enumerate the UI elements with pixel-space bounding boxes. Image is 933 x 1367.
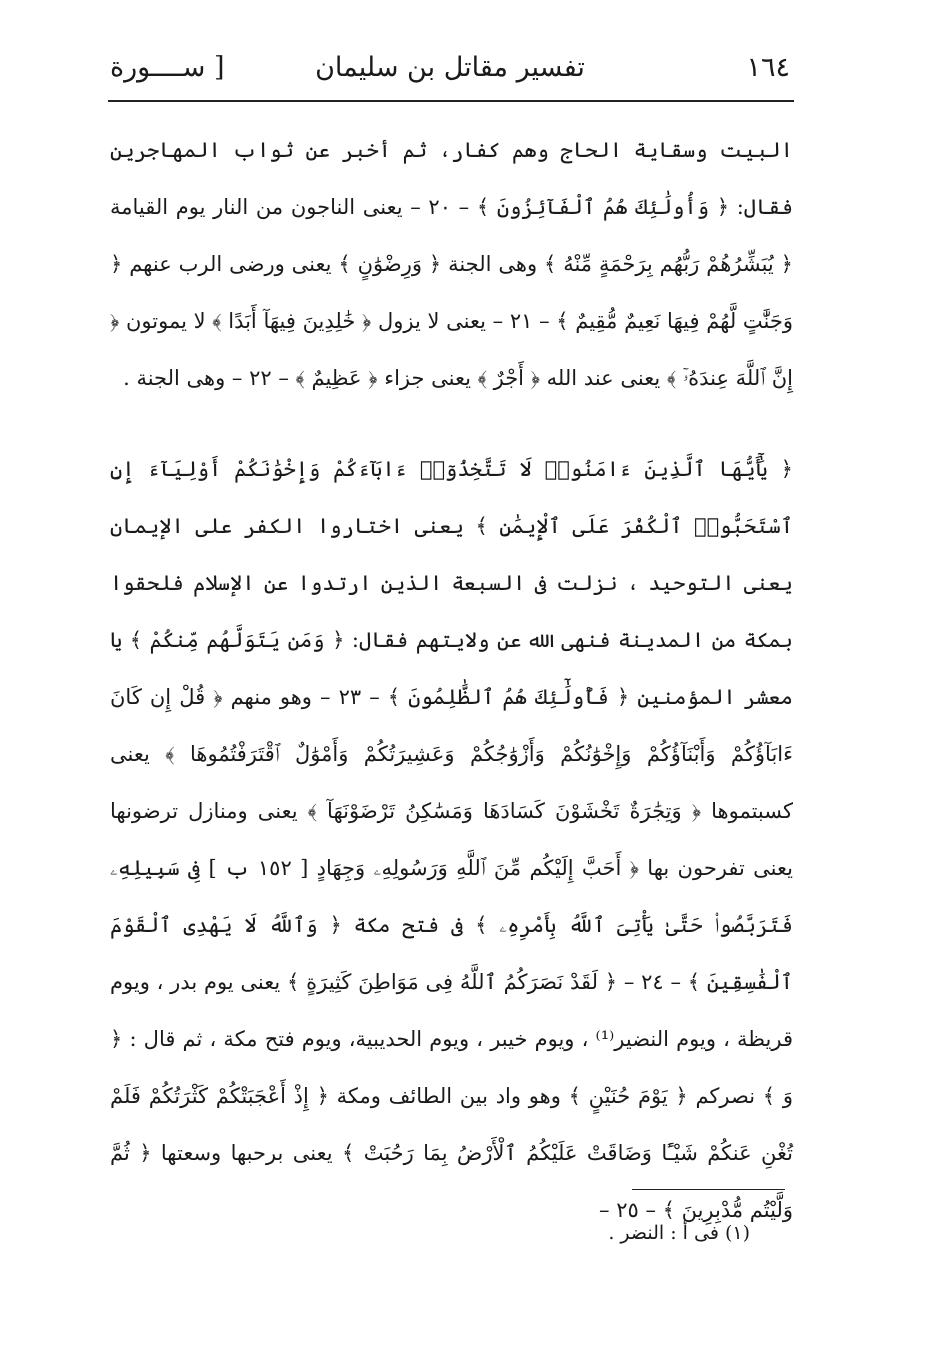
footnote: (١) فى أ : النضر . [608,1222,750,1244]
surah-label: [ ســــورة [110,52,225,83]
footnote-rule [632,1189,785,1190]
running-title: تفسير مقاتل بن سليمان [315,52,585,83]
body-text [110,122,793,1239]
paragraph: البيت وسقاية الحاج وهم كفار، ثم أخبر عن ثواب المهاجرين فقال: ﴿ وَأُولَٰئِكَ هُمُ ٱلْفَآئِزُونَ ﴾ – ٢٠ – يعنى الناجون من النار يوم القيامة ﴿ يُبَشِّرُهُمْ رَبُّهُم بِرَحْمَةٍ مِّنْهُ ﴾ وهى الجنة ﴿ وَرِضْوَٰنٍ ﴾ يعنى ورضى الرب عنهم ﴿ وَجَنَّٰتٍ لَّهُمْ فِيهَا نَعِيمٌ مُّقِيمٌ ﴾ – ٢١ – يعنى لا يزول ﴿ خَٰلِدِينَ فِيهَآ أَبَدًا ﴾ لا يموتون ﴿ إِنَّ ٱللَّهَ عِندَهُۥٓ ﴾ يعنى عند الله ﴿ أَجْرٌ ﴾ يعنى جزاء ﴿ عَظِيمٌ ﴾ – ٢٢ – وهى الجنة . [110,138,793,390]
page-number: ١٦٤ [746,52,790,83]
paragraph: ﴿ يَٰٓأَيُّهَا ٱلَّذِينَ ءَامَنُوا۟ لَا تَتَّخِذُوٓا۟ ءَابَآءَكُمْ وَإِخْوَٰنَكُمْ أَوْلِيَآءَ إِنِ ٱسْتَحَبُّوا۟ ٱلْكُفْرَ عَلَى ٱلْإِيمَٰنِ ﴾ يعنى اختاروا الكفر على الإيمان يعنى التوحيد ، نزلت فى السبعة الذين ارتدوا عن الإسلام فلحقوا بمكة من المدينة فنهى الله عن ولايتهم فقال: ﴿ وَمَن يَتَوَلَّهُم مِّنكُمْ ﴾ يا معشر المؤمنين ﴿ فَأُولَٰٓئِكَ هُمُ ٱلظَّٰلِمُونَ ﴾ – ٢٣ – وهو منهم ﴿ قُلْ إِن كَانَ ءَابَآؤُكُمْ وَأَبْنَآؤُكُمْ وَإِخْوَٰنُكُمْ وَأَزْوَٰجُكُمْ وَعَشِيرَتُكُمْ وَأَمْوَٰلٌ ٱقْتَرَفْتُمُوهَا ﴾ يعنى كسبتموها ﴿ وَتِجَٰرَةٌ تَخْشَوْنَ كَسَادَهَا وَمَسَٰكِنُ تَرْضَوْنَهَآ ﴾ يعنى ومنازل ترضونها يعنى تفرحون بها ﴿ أَحَبَّ إِلَيْكُم مِّنَ ٱللَّهِ وَرَسُولِهِۦ وَجِهَادٍ [ ١٥٢ ب ] فِى سَبِيلِهِۦ فَتَرَبَّصُوا۟ حَتَّىٰ يَأْتِىَ ٱللَّهُ بِأَمْرِهِۦ ﴾ فى فتح مكة ﴿ وَٱللَّهُ لَا يَهْدِى ٱلْقَوْمَ ٱلْفَٰسِقِينَ ﴾ – ٢٤ – ﴿ لَقَدْ نَصَرَكُمُ ٱللَّهُ فِى مَوَاطِنَ كَثِيرَةٍ ﴾ يعنى يوم بدر ، ويوم قريظة ، ويوم النضير⁽¹⁾ ، ويوم خيبر ، ويوم الحديبية، ويوم فتح مكة ، ثم قال : ﴿ وَ ﴾ نصركم ﴿ يَوْمَ حُنَيْنٍ ﴾ وهو واد بين الطائف ومكة ﴿ إِذْ أَعْجَبَتْكُمْ كَثْرَتُكُمْ فَلَمْ تُغْنِ عَنكُمْ شَيْـًٔا وَضَاقَتْ عَلَيْكُمُ ٱلْأَرْضُ بِمَا رَحُبَتْ ﴾ يعنى برحبها وسعتها ﴿ ثُمَّ وَلَّيْتُم مُّدْبِرِينَ ﴾ – ٢٥ – [110,457,793,1222]
page-header [110,52,790,96]
header-rule [108,100,794,102]
